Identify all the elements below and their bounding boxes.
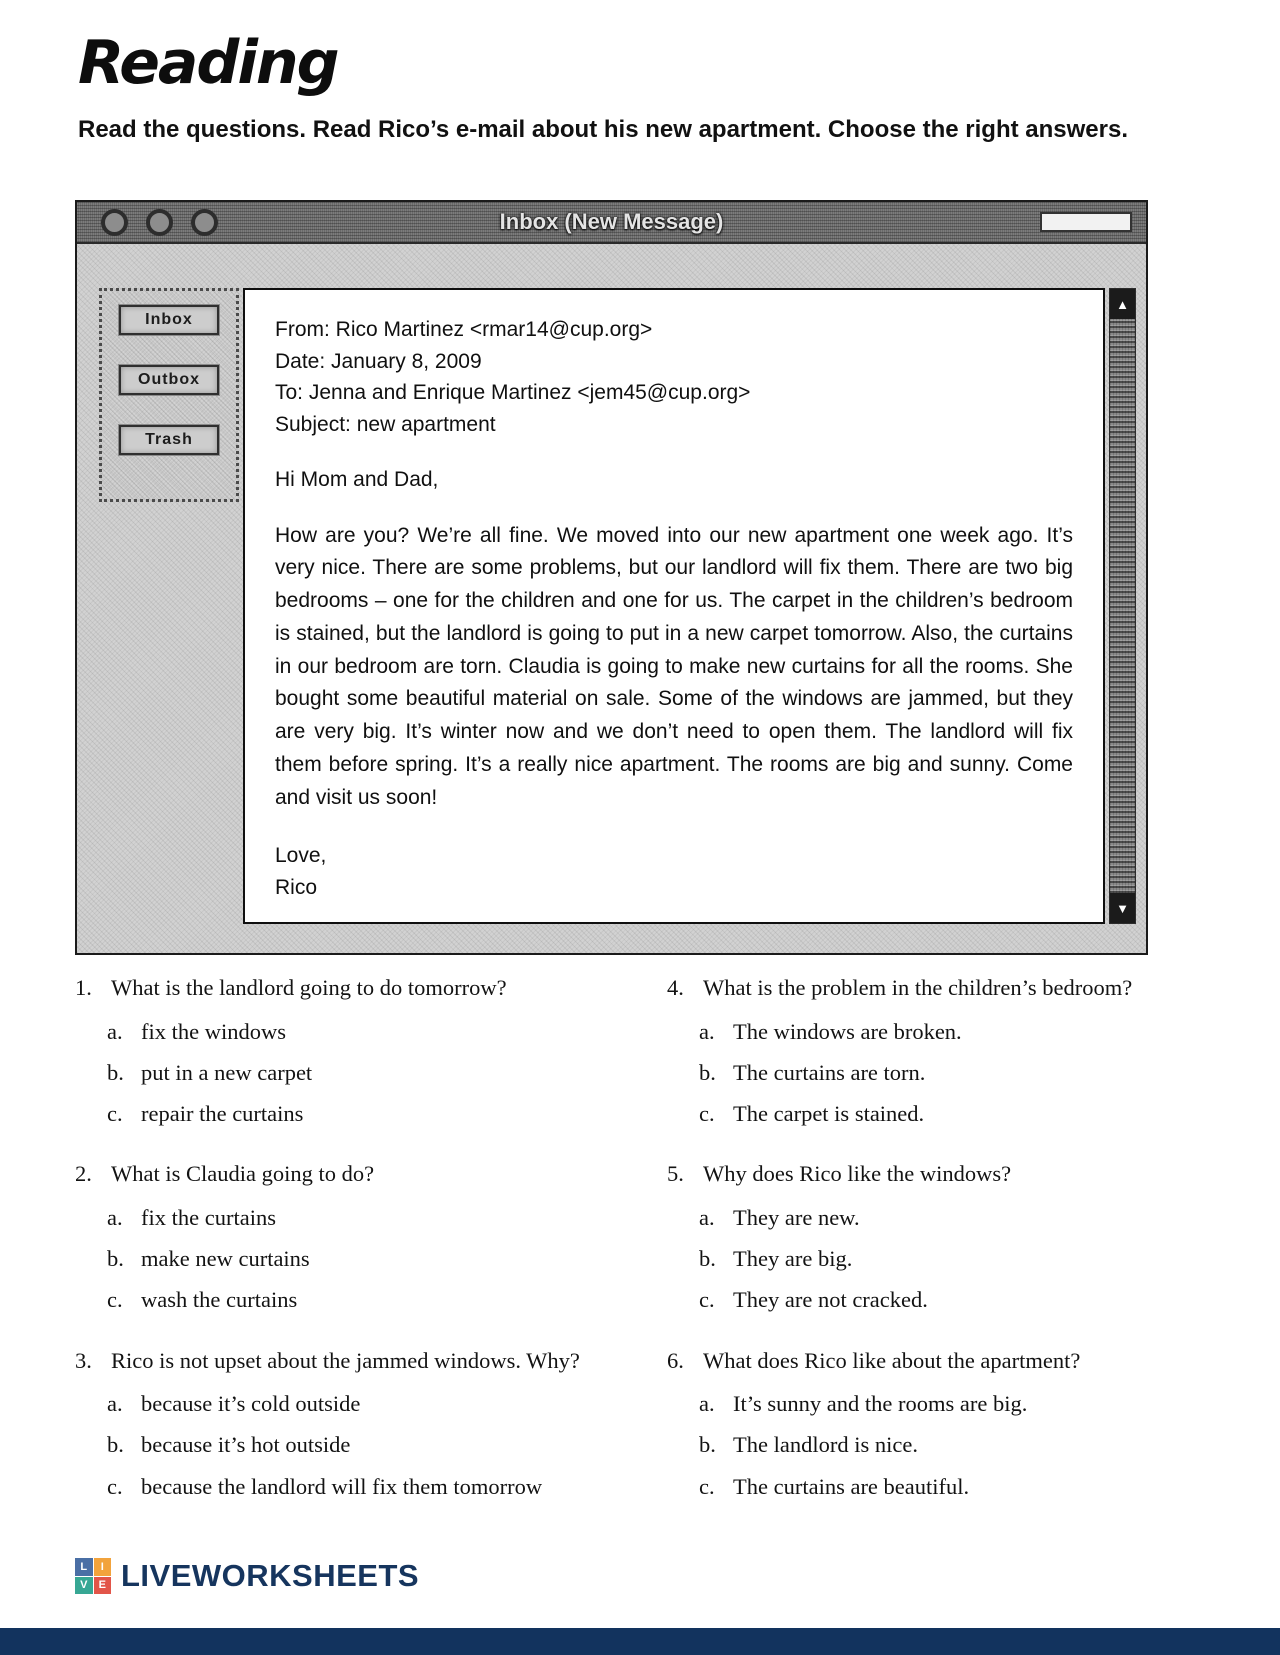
- email-signature: Rico: [275, 875, 318, 899]
- question-label: What is the problem in the children’s bedroom?: [703, 975, 1133, 1000]
- options-list: [107, 1389, 641, 1501]
- answer-option[interactable]: [699, 1058, 1173, 1087]
- option-letter: c.: [107, 1473, 123, 1499]
- answer-option[interactable]: [107, 1203, 641, 1232]
- options-list: [699, 1389, 1173, 1501]
- question-number: 4.: [667, 975, 684, 1000]
- titlebar-icons: [101, 209, 218, 236]
- option-letter: c.: [107, 1101, 123, 1126]
- window-circle-icon: [101, 209, 128, 236]
- options-list: [107, 1017, 641, 1129]
- email-sidebar: [99, 288, 239, 502]
- option-letter: a.: [107, 1018, 123, 1044]
- email-message-panel: [243, 288, 1105, 924]
- email-from: From: Rico Martinez <rmar14@cup.org>: [275, 318, 653, 341]
- question-label: What is the landlord going to do tomorrow?: [111, 975, 507, 1000]
- option-letter: a.: [699, 1391, 715, 1416]
- bottom-bar: [0, 1628, 1280, 1655]
- question-6: [667, 1345, 1173, 1501]
- window-title: Inbox (New Message): [499, 209, 724, 234]
- question-text: [667, 1158, 1173, 1190]
- answer-option[interactable]: [107, 1430, 641, 1459]
- question-text: [75, 1345, 641, 1377]
- options-list: [699, 1017, 1173, 1129]
- answer-option[interactable]: [699, 1203, 1173, 1232]
- option-text: because the landlord will fix them tomorrow: [141, 1473, 543, 1499]
- option-text: make new curtains: [141, 1246, 310, 1271]
- option-text: The curtains are beautiful.: [733, 1473, 970, 1499]
- email-to: To: Jenna and Enrique Martinez <jem45@cup.org>: [275, 381, 751, 404]
- option-text: repair the curtains: [141, 1101, 304, 1126]
- email-body: How are you? We’re all fine. We moved into our new apartment one week ago. It’s very nice. There are some problems, but our landlord will fix them. There are two big bedrooms – one for the children and one for us. The carpet in the children’s bedroom is stained, but the landlord is going to put in a new carpet tomorrow. Also, the curtains in our bedroom are torn. Claudia is going to make new curtains for all the rooms. She bought some beautiful material on sale. Some of the windows are jammed, but they are very big. It’s winter now and we don’t need to open them. The landlord will fix them before spring. It’s a really nice apartment. The rooms are big and sunny. Come and visit us soon!: [275, 523, 1073, 809]
- question-label: What is Claudia going to do?: [111, 1161, 375, 1187]
- footer: [75, 1558, 419, 1594]
- option-text: put in a new carpet: [141, 1059, 313, 1085]
- questions-section: [75, 972, 1173, 1531]
- question-2: [75, 1158, 641, 1314]
- logo-letter: L: [75, 1558, 93, 1576]
- answer-option[interactable]: [699, 1285, 1173, 1314]
- question-number: 1.: [75, 975, 92, 1000]
- answer-option[interactable]: [699, 1389, 1173, 1418]
- option-text: They are new.: [733, 1204, 860, 1230]
- option-text: wash the curtains: [141, 1287, 298, 1313]
- window-circle-icon: [146, 209, 173, 236]
- answer-option[interactable]: [699, 1099, 1173, 1128]
- option-letter: a.: [107, 1391, 123, 1416]
- email-subject: Subject: new apartment: [275, 412, 496, 436]
- answer-option[interactable]: [107, 1389, 641, 1418]
- email-date: Date: January 8, 2009: [275, 349, 482, 373]
- scroll-down-icon[interactable]: ▼: [1110, 893, 1135, 923]
- question-text: [667, 1345, 1173, 1377]
- question-1: [75, 972, 641, 1128]
- option-letter: c.: [699, 1101, 715, 1126]
- option-text: The landlord is nice.: [733, 1432, 918, 1458]
- option-text: The carpet is stained.: [733, 1101, 925, 1126]
- question-text: [75, 1158, 641, 1190]
- option-letter: c.: [699, 1473, 715, 1499]
- question-5: [667, 1158, 1173, 1314]
- email-closing: Love,: [275, 844, 327, 868]
- inbox-button[interactable]: Inbox: [119, 305, 219, 335]
- question-3: [75, 1345, 641, 1501]
- question-label: Rico is not upset about the jammed windows. Why?: [111, 1347, 580, 1373]
- option-letter: a.: [699, 1204, 715, 1230]
- option-text: They are big.: [733, 1246, 853, 1271]
- option-text: They are not cracked.: [733, 1287, 928, 1313]
- answer-option[interactable]: [699, 1017, 1173, 1046]
- question-number: 6.: [667, 1347, 684, 1373]
- questions-column-left: [75, 972, 641, 1531]
- option-text: fix the windows: [141, 1018, 286, 1044]
- option-text: because it’s hot outside: [141, 1432, 351, 1458]
- window-circle-icon: [191, 209, 218, 236]
- logo-letter: E: [94, 1577, 112, 1595]
- answer-option[interactable]: [699, 1472, 1173, 1501]
- outbox-button[interactable]: Outbox: [119, 365, 219, 395]
- scroll-up-icon[interactable]: ▲: [1110, 289, 1135, 319]
- scrollbar-track[interactable]: [1110, 319, 1135, 893]
- answer-option[interactable]: [699, 1244, 1173, 1273]
- option-letter: b.: [107, 1246, 124, 1271]
- logo-letter: V: [75, 1577, 93, 1595]
- option-letter: b.: [107, 1432, 124, 1458]
- option-letter: a.: [699, 1018, 715, 1044]
- option-letter: b.: [699, 1432, 716, 1458]
- question-number: 3.: [75, 1347, 92, 1373]
- option-text: The curtains are torn.: [733, 1059, 926, 1085]
- question-number: 2.: [75, 1161, 92, 1187]
- options-list: [699, 1203, 1173, 1315]
- answer-option[interactable]: [107, 1244, 641, 1273]
- email-headers: [275, 314, 1073, 440]
- trash-button[interactable]: Trash: [119, 425, 219, 455]
- liveworksheets-logo-icon: [75, 1558, 111, 1594]
- question-text: [75, 972, 641, 1004]
- question-label: What does Rico like about the apartment?: [703, 1347, 1081, 1373]
- answer-option[interactable]: [107, 1472, 641, 1501]
- liveworksheets-brand: LIVEWORKSHEETS: [121, 1558, 420, 1593]
- question-label: Why does Rico like the windows?: [703, 1161, 1012, 1187]
- options-list: [107, 1203, 641, 1315]
- email-window-titlebar: [77, 202, 1146, 244]
- logo-letter: I: [94, 1558, 112, 1576]
- option-letter: b.: [107, 1059, 124, 1085]
- titlebar-field: [1040, 212, 1132, 232]
- option-text: fix the curtains: [141, 1204, 276, 1230]
- scrollbar[interactable]: [1109, 288, 1136, 924]
- answer-option[interactable]: [107, 1099, 641, 1128]
- email-window-body: [77, 246, 1146, 953]
- page-title: Reading: [78, 28, 338, 98]
- option-letter: b.: [699, 1059, 716, 1085]
- email-greeting: Hi Mom and Dad,: [275, 468, 439, 491]
- answer-option[interactable]: [107, 1285, 641, 1314]
- option-letter: b.: [699, 1246, 716, 1271]
- answer-option[interactable]: [699, 1430, 1173, 1459]
- option-text: It’s sunny and the rooms are big.: [733, 1391, 1028, 1416]
- answer-option[interactable]: [107, 1017, 641, 1046]
- instructions-text: Read the questions. Read Rico’s e-mail about his new apartment. Choose the right answers.: [78, 116, 1128, 143]
- option-letter: c.: [107, 1287, 123, 1313]
- option-text: because it’s cold outside: [141, 1391, 361, 1416]
- email-window: [75, 200, 1148, 955]
- questions-column-right: [667, 972, 1173, 1531]
- question-number: 5.: [667, 1161, 684, 1187]
- question-text: [667, 972, 1173, 1004]
- option-text: The windows are broken.: [733, 1018, 962, 1044]
- question-4: [667, 972, 1173, 1128]
- option-letter: a.: [107, 1204, 123, 1230]
- answer-option[interactable]: [107, 1058, 641, 1087]
- option-letter: c.: [699, 1287, 715, 1313]
